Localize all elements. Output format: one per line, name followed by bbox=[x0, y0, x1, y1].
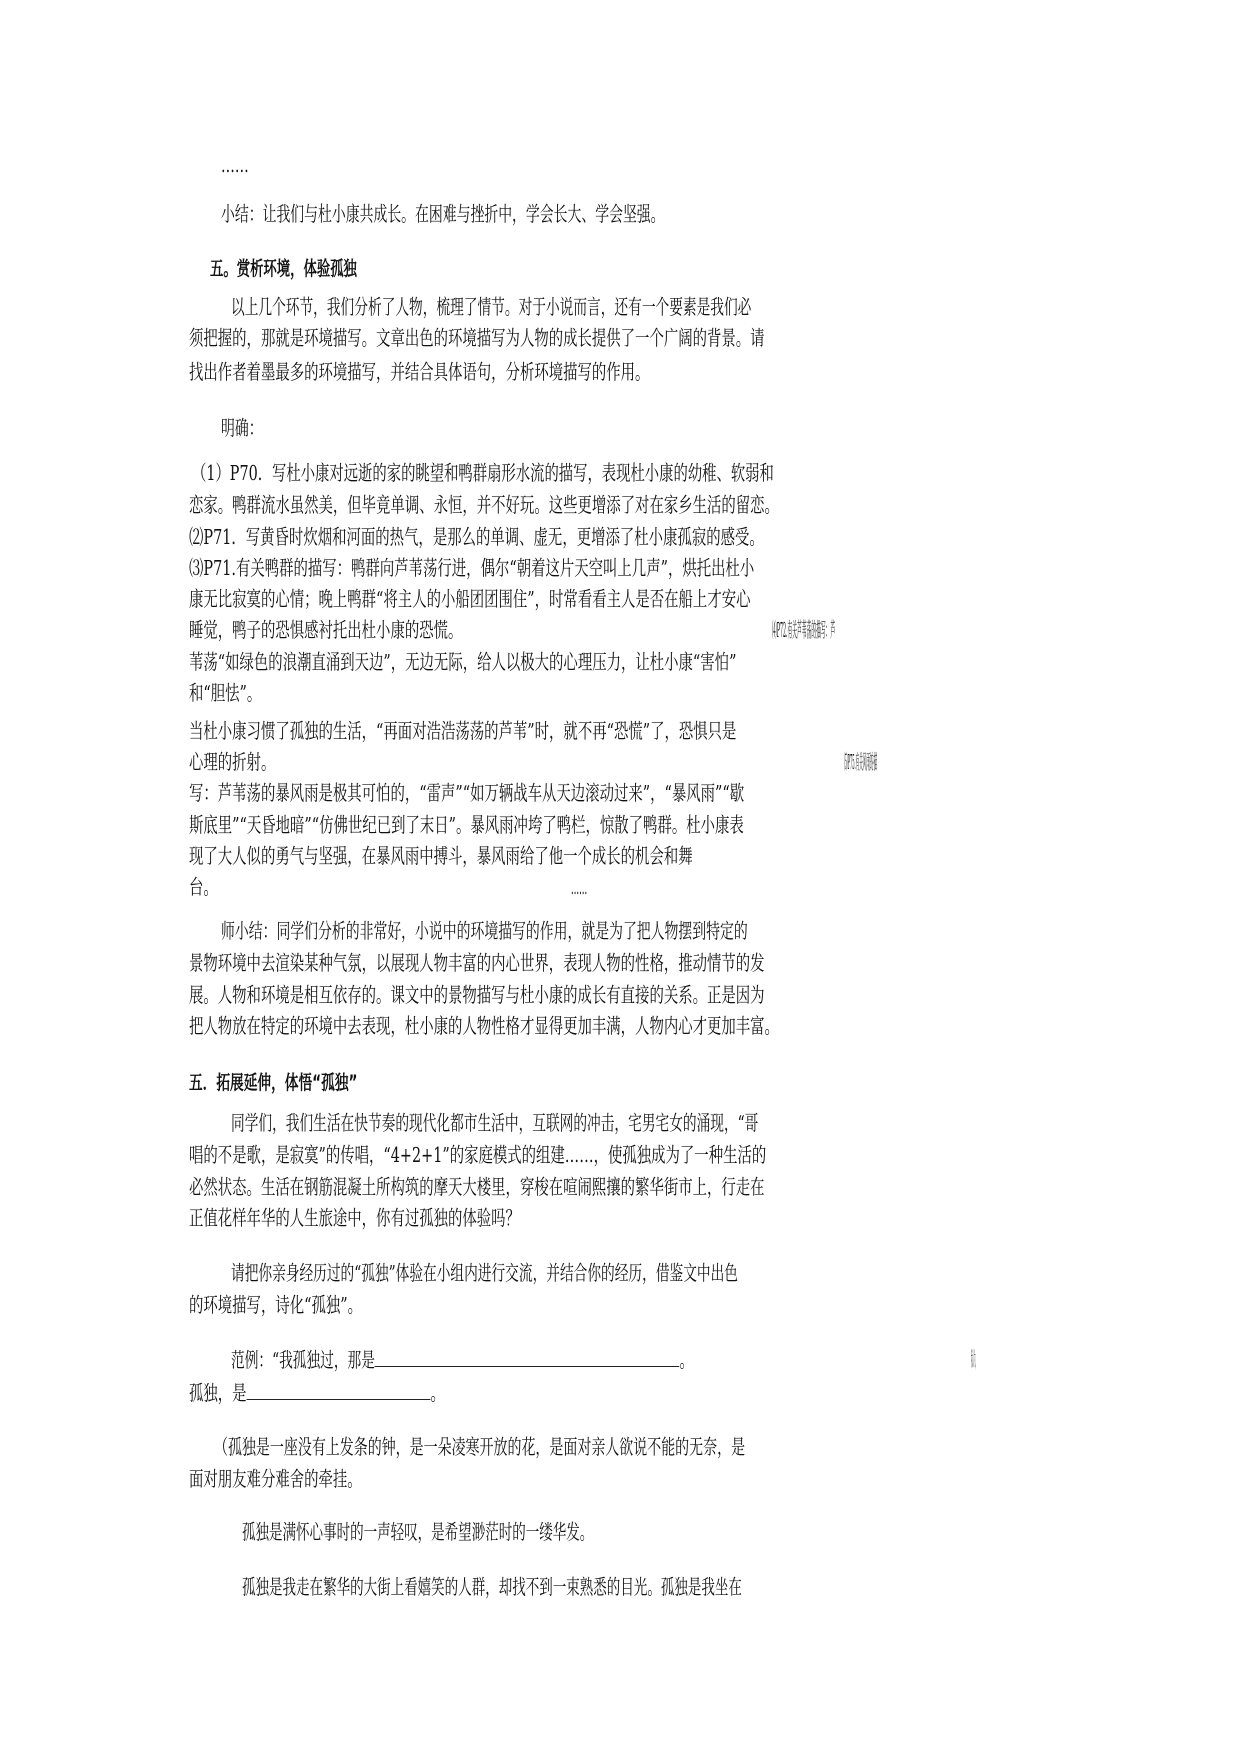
paragraph-line: 以上几个环节，我们分析了人物，梳理了情节。对于小说而言，还有一个要素是我们必 bbox=[231, 295, 752, 319]
answer-line: ⑶P71.有关鸭群的描写：鸭群向芦苇荡行进，偶尔“朝着这片天空叫上几声”，烘托出杜小 bbox=[189, 556, 755, 580]
paragraph-line: 必然状态。生活在钢筋混凝土所构筑的摩天大楼里，穿梭在喧闹熙攘的繁华街市上，行走在 bbox=[189, 1175, 765, 1199]
answer-line: 现了大人似的勇气与坚强，在暴风雨中搏斗，暴风雨给了他一个成长的机会和舞 bbox=[189, 844, 693, 868]
paragraph-line: 请把你亲身经历过的“孤独”体验在小组内进行交流，并结合你的经历，借鉴文中出色 bbox=[231, 1261, 738, 1285]
clarify-label: 明确： bbox=[221, 416, 263, 440]
answer-line: 台。 bbox=[189, 875, 218, 899]
example-line bbox=[189, 1377, 445, 1408]
paragraph-line: 唱的不是歌，是寂寞”的传唱，“4+2+1”的家庭模式的组建……，使孤独成为了一种生活的 bbox=[189, 1143, 767, 1167]
answer-line: 恋家。鸭群流水虽然美，但毕竟单调、永恒，并不好玩。这些更增添了对在家乡生活的留恋。 bbox=[189, 493, 779, 517]
example-period: 。 bbox=[430, 1381, 445, 1405]
answer-line: （1）P70．写杜小康对远逝的家的眺望和鸭群扇形水流的描写，表现杜小康的幼稚、软弱和 bbox=[192, 461, 774, 485]
answer-line: 当杜小康习惯了孤独的生活，“再面对浩浩荡荡的芦苇”时，就不再“恐慌”了，恐惧只是 bbox=[189, 719, 737, 743]
ellipsis-line: …… bbox=[571, 875, 588, 899]
example-line bbox=[231, 1344, 693, 1375]
section-heading-extension: 五．拓展延伸，体悟“孤独” bbox=[189, 1071, 358, 1094]
example-line: 我认为， bbox=[971, 1347, 977, 1371]
answer-line: 写：芦苇荡的暴风雨是极其可怕的，“雷声”“如万辆战车从天边滚动过来”，“暴风雨”“歇 bbox=[189, 781, 745, 805]
answer-line: 康无比寂寞的心情；晚上鸭群“将主人的小船团团围住”，时常看看主人是否在船上才安心 bbox=[189, 587, 751, 611]
paragraph-line: 同学们，我们生活在快节奏的现代化都市生活中，互联网的冲击，宅男宅女的涌现，“哥 bbox=[231, 1111, 759, 1135]
paragraph-line: 的环境描写，诗化“孤独”。 bbox=[189, 1293, 362, 1317]
answer-line: 心理的折射。 bbox=[189, 750, 276, 774]
teacher-summary-line: 把人物放在特定的环境中去表现，杜小康的人物性格才显得更加丰满，人物内心才更加丰富。 bbox=[189, 1014, 779, 1038]
paragraph-line: 找出作者着墨最多的环境描写，并结合具体语句，分析环境描写的作用。 bbox=[189, 360, 650, 384]
ellipsis-line: …… bbox=[221, 153, 249, 177]
example-answer-line: 面对朋友难分难舍的牵挂。 bbox=[189, 1467, 362, 1491]
answer-line: ⑵P71．写黄昏时炊烟和河面的热气，是那么的单调、虚无，更增添了杜小康孤寂的感受。 bbox=[189, 525, 764, 549]
answer-line: ⑷P72.有关芦苇荡的描写：芦 bbox=[772, 618, 836, 642]
teacher-summary-line: 展。人物和环境是相互依存的。课文中的景物描写与杜小康的成长有直接的关系。正是因为 bbox=[189, 983, 765, 1007]
example-prefix: 孤独，是 bbox=[189, 1381, 247, 1405]
summary-line: 小结：让我们与杜小康共成长。在困难与挫折中，学会长大、学会坚强。 bbox=[221, 202, 665, 226]
fill-in-blank[interactable] bbox=[375, 1344, 680, 1367]
answer-line: 和“胆怯”。 bbox=[189, 681, 262, 705]
section-heading-environment: 五。赏析环境，体验孤独 bbox=[210, 257, 357, 280]
teacher-summary-line: 景物环境中去渲染某种气氛，以展现人物丰富的内心世界，表现人物的性格，推动情节的发 bbox=[189, 951, 765, 975]
example-period: 。 bbox=[679, 1348, 694, 1372]
example-answer-line: （孤独是一座没有上发条的钟，是一朵凌寒开放的花，是面对亲人欲说不能的无奈，是 bbox=[214, 1435, 746, 1459]
teacher-summary-line: 师小结：同学们分析的非常好，小说中的环境描写的作用，就是为了把人物摆到特定的 bbox=[221, 919, 748, 943]
paragraph-line: 须把握的，那就是环境描写。文章出色的环境描写为人物的成长提供了一个广阔的背景。请 bbox=[189, 326, 765, 350]
fill-in-blank[interactable] bbox=[247, 1377, 431, 1400]
answer-line: ⑸P75.有关风雨的描 bbox=[844, 750, 878, 774]
answer-line: 苇荡“如绿色的浪潮直涌到天边”，无边无际，给人以极大的心理压力，让杜小康“害怕” bbox=[189, 650, 737, 674]
paragraph-line: 正值花样年华的人生旅途中，你有过孤独的体验吗？ bbox=[189, 1206, 520, 1230]
answer-line: 睡觉，鸭子的恐惧感衬托出杜小康的恐慌。 bbox=[189, 618, 463, 642]
example-answer-line: 孤独是满怀心事时的一声轻叹，是希望渺茫时的一缕华发。 bbox=[242, 1520, 594, 1544]
example-prefix: 范例：“我孤独过，那是 bbox=[231, 1348, 375, 1372]
example-answer-line: 孤独是我走在繁华的大街上看嬉笑的人群，却找不到一束熟悉的目光。孤独是我坐在 bbox=[242, 1575, 742, 1599]
answer-line: 斯底里”“天昏地暗”“仿佛世纪已到了末日”。暴风雨冲垮了鸭栏，惊散了鸭群。杜小康表 bbox=[189, 813, 744, 837]
